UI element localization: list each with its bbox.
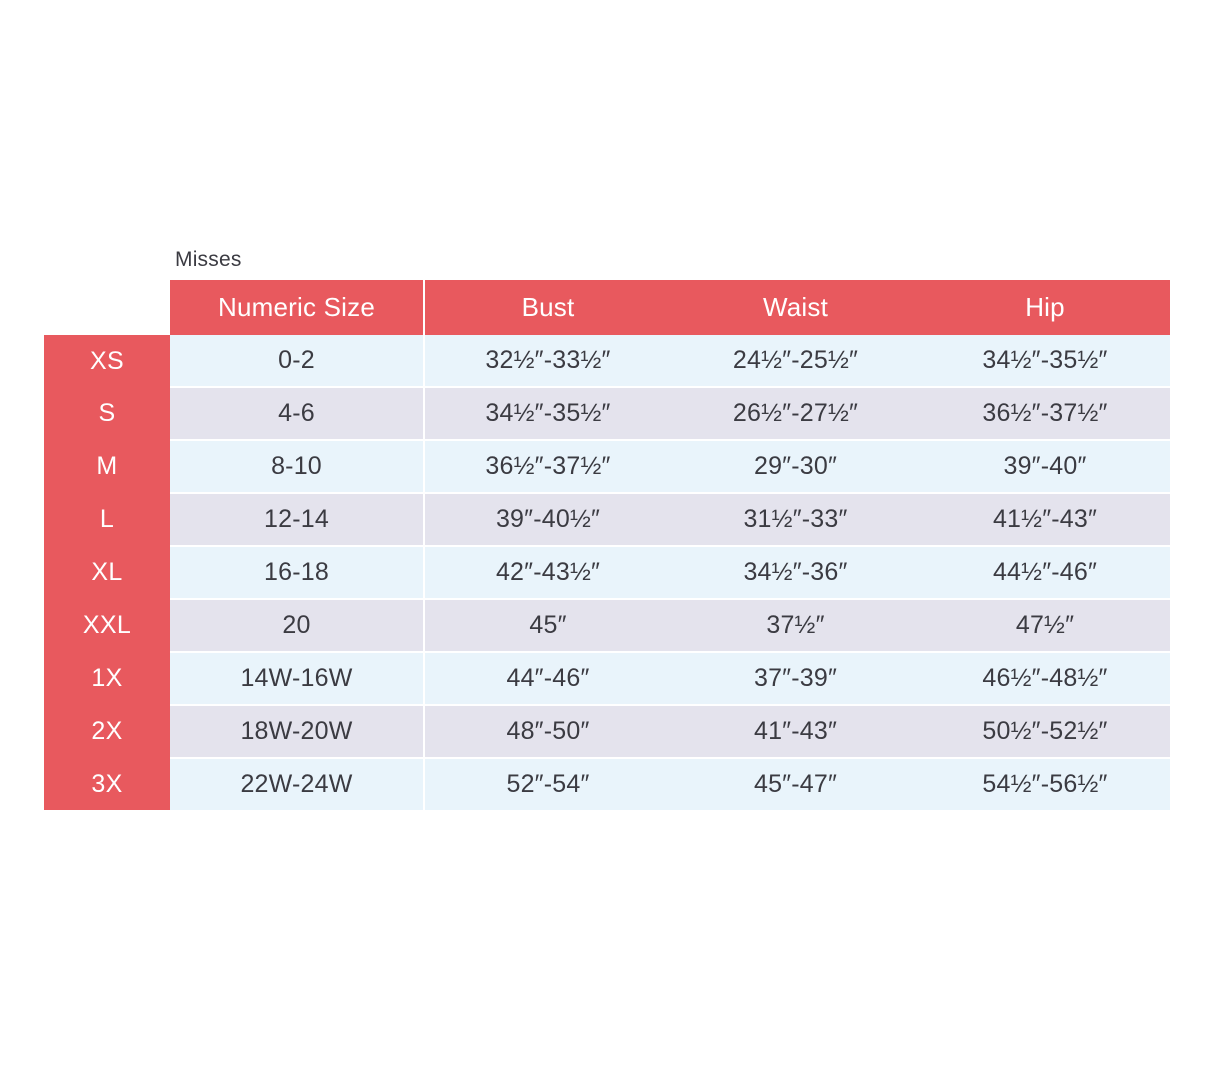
column-header-numeric-size: Numeric Size [170, 280, 424, 335]
column-header-waist: Waist [671, 280, 920, 335]
cell-numeric-1x: 14W-16W [170, 652, 424, 705]
cell-hip-l: 41½″-43″ [920, 493, 1170, 546]
table-row [44, 599, 1170, 652]
table-row [44, 705, 1170, 758]
corner-cell [44, 280, 170, 335]
cell-waist-m: 29″-30″ [671, 440, 920, 493]
table-row [44, 387, 1170, 440]
cell-waist-3x: 45″-47″ [671, 758, 920, 810]
cell-waist-l: 31½″-33″ [671, 493, 920, 546]
table-body [44, 335, 1170, 810]
table-header [44, 280, 1170, 335]
cell-numeric-xxl: 20 [170, 599, 424, 652]
column-header-hip: Hip [920, 280, 1170, 335]
cell-hip-xl: 44½″-46″ [920, 546, 1170, 599]
cell-bust-1x: 44″-46″ [424, 652, 671, 705]
header-row [44, 280, 1170, 335]
cell-bust-3x: 52″-54″ [424, 758, 671, 810]
table-row [44, 335, 1170, 387]
cell-hip-xxl: 47½″ [920, 599, 1170, 652]
row-label-m: M [44, 440, 170, 493]
cell-numeric-xl: 16-18 [170, 546, 424, 599]
cell-waist-1x: 37″-39″ [671, 652, 920, 705]
cell-numeric-3x: 22W-24W [170, 758, 424, 810]
cell-waist-xs: 24½″-25½″ [671, 335, 920, 387]
cell-waist-s: 26½″-27½″ [671, 387, 920, 440]
chart-caption: Misses [175, 248, 242, 271]
cell-hip-3x: 54½″-56½″ [920, 758, 1170, 810]
size-chart-table [44, 280, 1170, 810]
cell-hip-xs: 34½″-35½″ [920, 335, 1170, 387]
cell-bust-2x: 48″-50″ [424, 705, 671, 758]
row-label-xxl: XXL [44, 599, 170, 652]
table-row [44, 493, 1170, 546]
row-label-3x: 3X [44, 758, 170, 810]
row-label-1x: 1X [44, 652, 170, 705]
cell-numeric-s: 4-6 [170, 387, 424, 440]
size-chart [44, 248, 1174, 810]
cell-bust-l: 39″-40½″ [424, 493, 671, 546]
cell-hip-s: 36½″-37½″ [920, 387, 1170, 440]
cell-bust-m: 36½″-37½″ [424, 440, 671, 493]
table-row [44, 758, 1170, 810]
cell-numeric-l: 12-14 [170, 493, 424, 546]
table-row [44, 440, 1170, 493]
row-label-s: S [44, 387, 170, 440]
row-label-2x: 2X [44, 705, 170, 758]
cell-bust-xl: 42″-43½″ [424, 546, 671, 599]
cell-bust-xxl: 45″ [424, 599, 671, 652]
cell-bust-s: 34½″-35½″ [424, 387, 671, 440]
cell-waist-xl: 34½″-36″ [671, 546, 920, 599]
cell-numeric-m: 8-10 [170, 440, 424, 493]
cell-bust-xs: 32½″-33½″ [424, 335, 671, 387]
table-row [44, 546, 1170, 599]
cell-numeric-2x: 18W-20W [170, 705, 424, 758]
cell-hip-2x: 50½″-52½″ [920, 705, 1170, 758]
row-label-l: L [44, 493, 170, 546]
cell-waist-2x: 41″-43″ [671, 705, 920, 758]
cell-hip-1x: 46½″-48½″ [920, 652, 1170, 705]
row-label-xl: XL [44, 546, 170, 599]
table-row [44, 652, 1170, 705]
cell-hip-m: 39″-40″ [920, 440, 1170, 493]
cell-numeric-xs: 0-2 [170, 335, 424, 387]
column-header-bust: Bust [424, 280, 671, 335]
cell-waist-xxl: 37½″ [671, 599, 920, 652]
row-label-xs: XS [44, 335, 170, 387]
